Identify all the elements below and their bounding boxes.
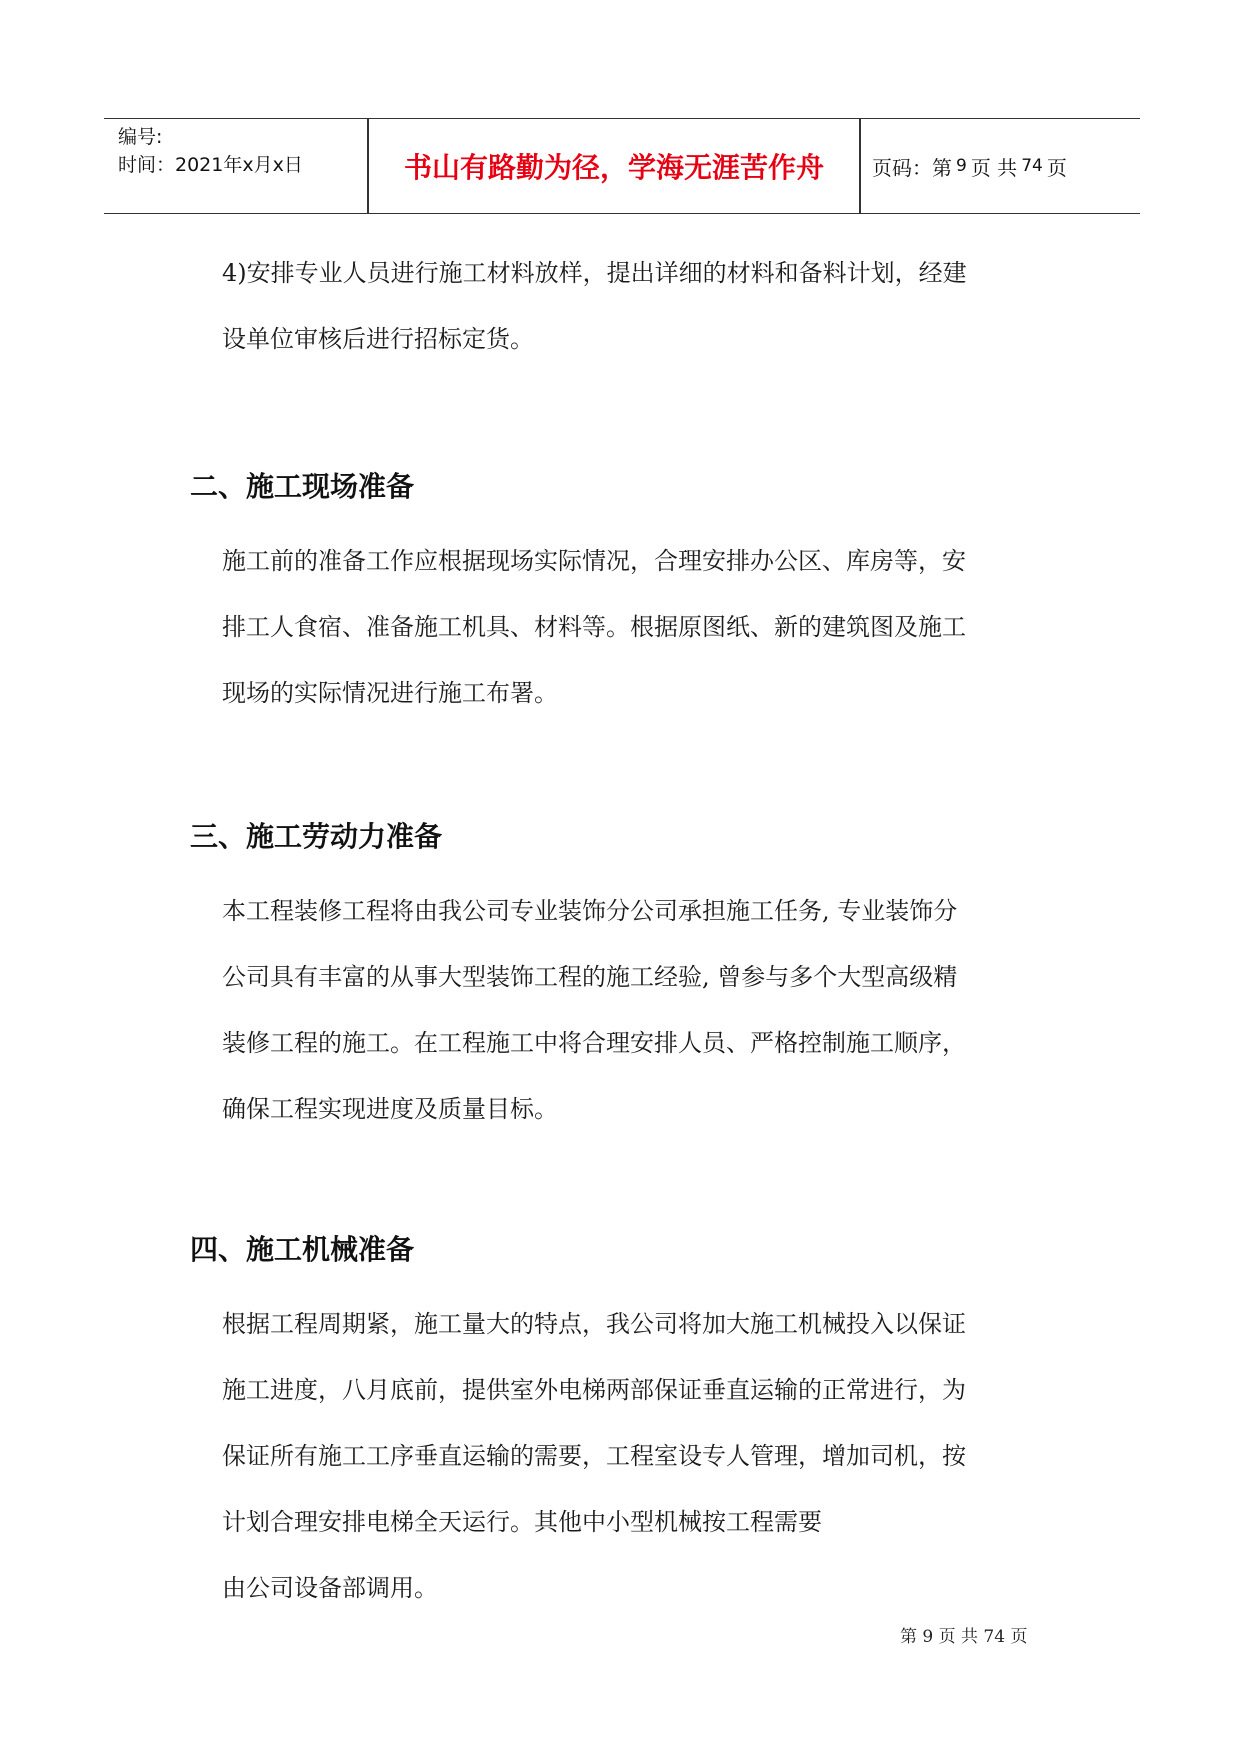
text-line: 由公司设备部调用。 xyxy=(222,1574,438,1602)
section-heading-labor: 三、施工劳动力准备 xyxy=(190,820,443,853)
document-number-label: 编号: xyxy=(118,126,163,148)
text-line: 计划合理安排电梯全天运行。其他中小型机械按工程需要 xyxy=(222,1508,822,1536)
paragraph-materials xyxy=(222,240,1062,372)
page-footer: 第 9 页 共 74 页 xyxy=(900,1627,1028,1647)
page-label: 页码：第 xyxy=(872,155,952,180)
text-line: 保证所有施工工序垂直运输的需要，工程室设专人管理，增加司机，按 xyxy=(222,1442,966,1470)
paragraph-machinery xyxy=(222,1291,1062,1621)
text-line: 排工人食宿、准备施工机具、材料等。根据原图纸、新的建筑图及施工 xyxy=(222,613,966,641)
document-time: 时间：2021年x月x日 xyxy=(118,154,303,176)
text-line: 根据工程周期紧，施工量大的特点，我公司将加大施工机械投入以保证 xyxy=(222,1310,966,1338)
paragraph-labor xyxy=(222,878,1062,1142)
page-end: 页 xyxy=(1046,155,1067,180)
text-line: 本工程装修工程将由我公司专业装饰分公司承担施工任务, 专业装饰分 xyxy=(222,897,958,925)
header-meta xyxy=(118,123,358,179)
section-heading-site: 二、施工现场准备 xyxy=(190,470,415,503)
page-total: 74 xyxy=(1021,156,1043,176)
page-header xyxy=(104,118,1140,214)
text-line: 设单位审核后进行招标定货。 xyxy=(222,325,534,353)
header-divider xyxy=(859,119,861,213)
page-mid: 页 共 xyxy=(970,155,1018,180)
paragraph-site xyxy=(222,528,1062,726)
header-motto: 书山有路勤为径，学海无涯苦作舟 xyxy=(403,151,824,184)
text-line: 公司具有丰富的从事大型装饰工程的施工经验, 曾参与多个大型高级精 xyxy=(222,963,958,991)
section-heading-machinery: 四、施工机械准备 xyxy=(190,1233,415,1266)
text-line: 4)安排专业人员进行施工材料放样，提出详细的材料和备料计划，经建 xyxy=(222,259,967,287)
text-line: 确保工程实现进度及质量目标。 xyxy=(222,1095,558,1123)
header-divider xyxy=(367,119,369,213)
text-line: 施工前的准备工作应根据现场实际情况，合理安排办公区、库房等，安 xyxy=(222,547,966,575)
header-page-info xyxy=(872,119,1067,213)
page-current: 9 xyxy=(956,156,967,176)
text-line: 现场的实际情况进行施工布署。 xyxy=(222,679,558,707)
text-line: 装修工程的施工。在工程施工中将合理安排人员、严格控制施工顺序， xyxy=(222,1029,966,1057)
text-line: 施工进度，八月底前，提供室外电梯两部保证垂直运输的正常进行，为 xyxy=(222,1376,966,1404)
